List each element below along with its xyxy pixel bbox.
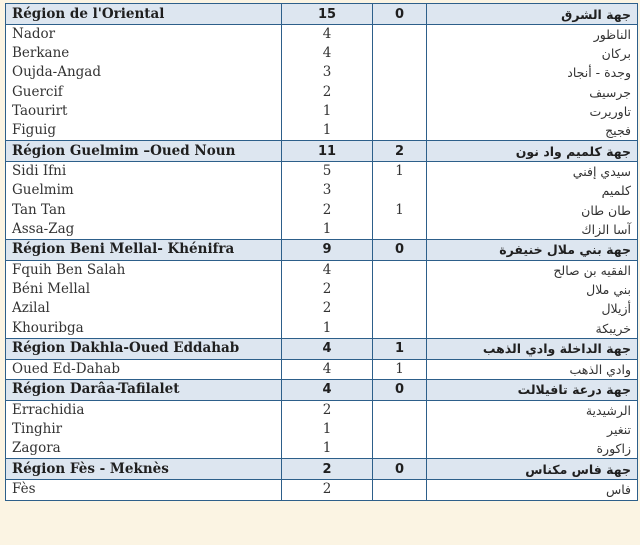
province-name-ar: فاس [427,480,638,500]
region-total: 9 [282,239,373,260]
province-name-ar: بني ملال [427,280,638,299]
region-second-count: 1 [373,338,427,359]
region-name-ar: جهة درعة تافيلالت [427,379,638,400]
region-name-ar: جهة الشرق [427,4,638,25]
province-count: 4 [282,260,373,280]
province-name-ar: كلميم [427,181,638,200]
province-count: 2 [282,400,373,420]
province-name-ar: سيدي إفني [427,162,638,182]
province-name-fr: Azilal [6,299,282,318]
province-count: 2 [282,480,373,500]
province-second-count [373,439,427,459]
province-count: 1 [282,121,373,141]
province-count: 3 [282,181,373,200]
province-second-count: 1 [373,359,427,379]
province-row [6,299,638,318]
region-header-row [6,379,638,400]
province-name-ar: آسا الزاك [427,220,638,240]
province-second-count: 1 [373,201,427,220]
province-name-ar: جرسيف [427,83,638,102]
province-count: 2 [282,280,373,299]
province-name-ar: طان طان [427,201,638,220]
province-count: 1 [282,318,373,338]
province-row [6,181,638,200]
province-row [6,162,638,182]
region-second-count: 0 [373,239,427,260]
province-row [6,102,638,121]
province-name-ar: وجدة - أنجاد [427,63,638,82]
regions-table [5,3,638,501]
province-second-count [373,25,427,45]
region-total: 4 [282,338,373,359]
province-row [6,280,638,299]
province-second-count [373,480,427,500]
province-name-fr: Figuig [6,121,282,141]
region-name-fr: Région Guelmim –Oued Noun [6,141,282,162]
province-row [6,359,638,379]
province-name-ar: الفقيه بن صالح [427,260,638,280]
province-row [6,44,638,63]
province-count: 1 [282,439,373,459]
province-count: 4 [282,359,373,379]
region-header-row [6,4,638,25]
province-row [6,318,638,338]
province-name-ar: أزيلال [427,299,638,318]
province-count: 1 [282,102,373,121]
province-name-fr: Oued Ed-Dahab [6,359,282,379]
province-count: 2 [282,201,373,220]
region-header-row [6,459,638,480]
province-name-fr: Errachidia [6,400,282,420]
province-second-count [373,280,427,299]
province-name-fr: Khouribga [6,318,282,338]
province-name-fr: Nador [6,25,282,45]
province-name-ar: تاوريرت [427,102,638,121]
region-name-fr: Région Beni Mellal- Khénifra [6,239,282,260]
province-count: 4 [282,44,373,63]
province-second-count [373,260,427,280]
province-row [6,420,638,439]
region-header-row [6,141,638,162]
province-row [6,63,638,82]
province-second-count: 1 [373,162,427,182]
province-row [6,201,638,220]
region-total: 11 [282,141,373,162]
province-name-ar: زاكورة [427,439,638,459]
province-second-count [373,400,427,420]
province-row [6,439,638,459]
region-name-ar: جهة فاس مكناس [427,459,638,480]
region-second-count: 0 [373,459,427,480]
province-second-count [373,102,427,121]
province-count: 1 [282,420,373,439]
province-name-ar: الناظور [427,25,638,45]
province-second-count [373,299,427,318]
region-name-ar: جهة بني ملال خنيفرة [427,239,638,260]
region-name-ar: جهة الداخلة وادي الذهب [427,338,638,359]
province-row [6,83,638,102]
province-second-count [373,220,427,240]
province-name-ar: الرشيدية [427,400,638,420]
province-name-fr: Guelmim [6,181,282,200]
province-name-fr: Béni Mellal [6,280,282,299]
province-second-count [373,318,427,338]
province-second-count [373,44,427,63]
province-row [6,260,638,280]
province-count: 1 [282,220,373,240]
province-name-fr: Guercif [6,83,282,102]
region-second-count: 0 [373,379,427,400]
province-name-ar: بركان [427,44,638,63]
province-second-count [373,63,427,82]
province-name-fr: Fès [6,480,282,500]
province-name-fr: Zagora [6,439,282,459]
province-row [6,400,638,420]
province-name-fr: Tinghir [6,420,282,439]
province-row [6,220,638,240]
region-total: 2 [282,459,373,480]
region-name-fr: Région Fès - Meknès [6,459,282,480]
province-row [6,480,638,500]
province-row [6,25,638,45]
province-name-ar: تنغير [427,420,638,439]
regions-table-body [6,4,638,501]
region-header-row [6,338,638,359]
province-name-fr: Oujda-Angad [6,63,282,82]
region-second-count: 2 [373,141,427,162]
province-count: 3 [282,63,373,82]
province-row [6,121,638,141]
province-name-ar: خريبكة [427,318,638,338]
province-count: 2 [282,299,373,318]
province-name-fr: Fquih Ben Salah [6,260,282,280]
province-name-ar: فجيج [427,121,638,141]
province-name-fr: Assa-Zag [6,220,282,240]
province-second-count [373,121,427,141]
province-second-count [373,181,427,200]
region-header-row [6,239,638,260]
province-count: 4 [282,25,373,45]
region-name-ar: جهة كلميم واد نون [427,141,638,162]
province-count: 2 [282,83,373,102]
region-name-fr: Région de l'Oriental [6,4,282,25]
province-name-fr: Sidi Ifni [6,162,282,182]
province-name-fr: Tan Tan [6,201,282,220]
region-second-count: 0 [373,4,427,25]
province-name-fr: Taourirt [6,102,282,121]
province-second-count [373,420,427,439]
region-name-fr: Région Darâa-Tafilalet [6,379,282,400]
region-name-fr: Région Dakhla-Oued Eddahab [6,338,282,359]
region-total: 15 [282,4,373,25]
province-second-count [373,83,427,102]
province-name-ar: وادي الذهب [427,359,638,379]
province-name-fr: Berkane [6,44,282,63]
province-count: 5 [282,162,373,182]
region-total: 4 [282,379,373,400]
